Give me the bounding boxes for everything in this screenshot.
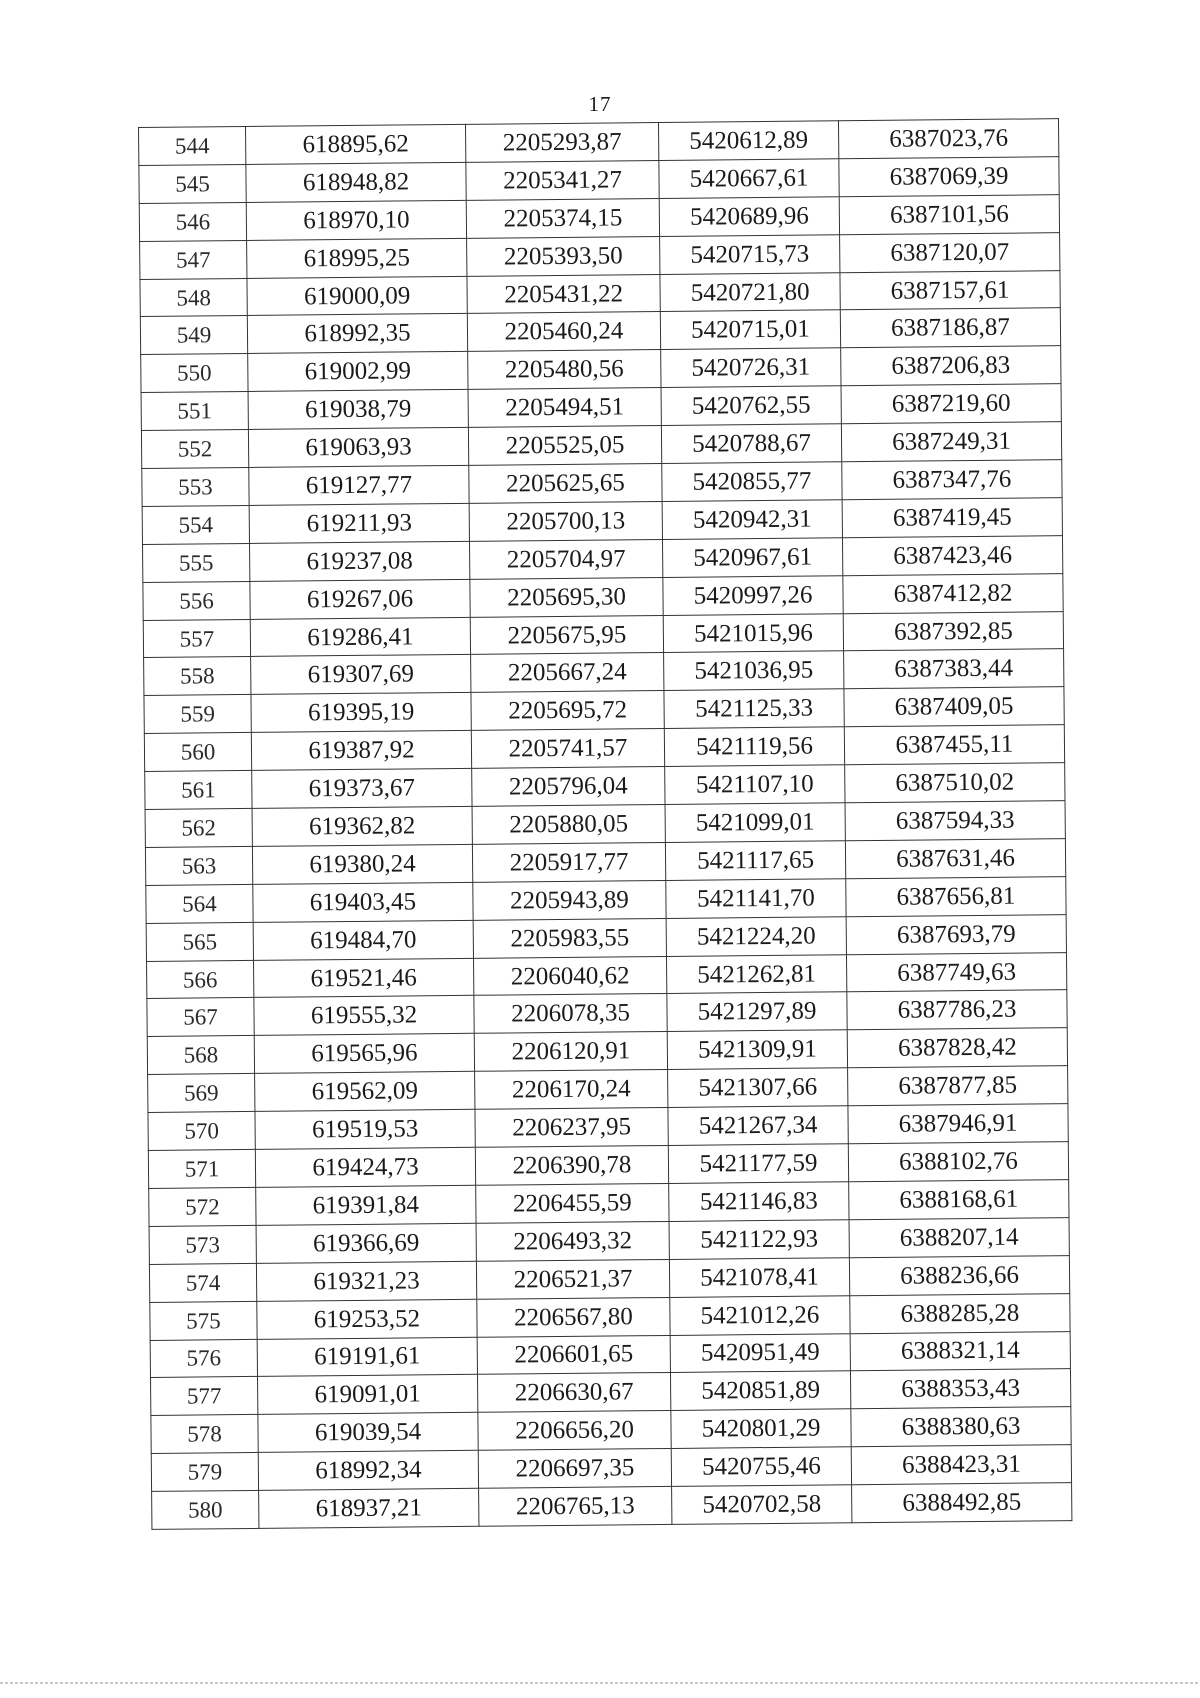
- coord-col-2-cell: 619191,61: [257, 1337, 477, 1377]
- point-number-cell: 575: [150, 1301, 257, 1340]
- point-number-cell: 572: [149, 1187, 256, 1226]
- coord-col-2-cell: 619307,69: [251, 655, 471, 695]
- coord-col-4-cell: 5421015,96: [663, 613, 843, 653]
- point-number-cell: 568: [147, 1036, 254, 1075]
- coord-col-3-cell: 2205293,87: [465, 123, 658, 163]
- coord-col-4-cell: 5420715,01: [660, 310, 840, 350]
- coord-col-5-cell: 6387392,85: [843, 611, 1063, 651]
- coord-col-2-cell: 619127,77: [249, 465, 469, 505]
- coord-col-5-cell: 6388168,61: [849, 1180, 1069, 1220]
- coord-col-5-cell: 6388380,63: [851, 1407, 1071, 1447]
- coord-col-3-cell: 2205796,04: [472, 767, 665, 807]
- coord-col-3-cell: 2206656,20: [478, 1411, 671, 1451]
- coord-col-2-cell: 619091,01: [258, 1375, 478, 1415]
- coord-col-4-cell: 5420997,26: [663, 575, 843, 615]
- point-number-cell: 570: [148, 1112, 255, 1151]
- point-number-cell: 548: [140, 278, 247, 317]
- coordinates-table: [138, 118, 1072, 1530]
- coord-col-2-cell: 619562,09: [255, 1072, 475, 1112]
- coord-col-5-cell: 6387455,11: [844, 725, 1064, 765]
- point-number-cell: 550: [141, 354, 248, 393]
- point-number-cell: 552: [141, 430, 248, 469]
- coord-col-2-cell: 619002,99: [248, 352, 468, 392]
- coord-col-5-cell: 6387693,79: [846, 914, 1066, 954]
- coord-col-3-cell: 2205704,97: [469, 539, 662, 579]
- coord-col-2-cell: 619424,73: [255, 1147, 475, 1187]
- coord-col-4-cell: 5421125,33: [664, 689, 844, 729]
- scan-edge-line: [0, 1682, 1200, 1684]
- coord-col-4-cell: 5421141,70: [666, 879, 846, 919]
- coord-col-5-cell: 6388492,85: [852, 1483, 1072, 1523]
- point-number-cell: 563: [145, 846, 252, 885]
- coord-col-3-cell: 2206455,59: [476, 1183, 669, 1223]
- coord-col-5-cell: 6387594,33: [845, 801, 1065, 841]
- coord-col-2-cell: 619387,92: [251, 731, 471, 771]
- coord-col-5-cell: 6387786,23: [847, 990, 1067, 1030]
- coord-col-5-cell: 6387409,05: [844, 687, 1064, 727]
- coord-col-5-cell: 6387656,81: [846, 876, 1066, 916]
- coord-col-5-cell: 6387347,76: [842, 460, 1062, 500]
- point-number-cell: 577: [151, 1377, 258, 1416]
- point-number-cell: 545: [139, 164, 246, 203]
- coord-col-4-cell: 5421119,56: [664, 727, 844, 767]
- coord-col-3-cell: 2206390,78: [475, 1146, 668, 1186]
- point-number-cell: 557: [143, 619, 250, 658]
- coord-col-5-cell: 6387877,85: [848, 1066, 1068, 1106]
- coord-col-2-cell: 619519,53: [255, 1109, 475, 1149]
- coord-col-3-cell: 2206697,35: [478, 1449, 671, 1489]
- coord-col-5-cell: 6387157,61: [840, 270, 1060, 310]
- coord-col-2-cell: 619391,84: [256, 1185, 476, 1225]
- coord-col-3-cell: 2205667,24: [471, 653, 664, 693]
- coord-col-5-cell: 6387631,46: [845, 839, 1065, 879]
- coord-col-4-cell: 5420721,80: [660, 272, 840, 312]
- coord-col-3-cell: 2205880,05: [472, 805, 665, 845]
- coord-col-3-cell: 2206630,67: [477, 1373, 670, 1413]
- coord-col-5-cell: 6387219,60: [841, 384, 1061, 424]
- coord-col-4-cell: 5421099,01: [665, 803, 845, 843]
- coord-col-3-cell: 2205695,72: [471, 691, 664, 731]
- coord-col-5-cell: 6387383,44: [844, 649, 1064, 689]
- coord-col-5-cell: 6387101,56: [839, 194, 1059, 234]
- point-number-cell: 555: [143, 543, 250, 582]
- coord-col-4-cell: 5421078,41: [669, 1257, 849, 1297]
- coord-col-4-cell: 5420689,96: [659, 197, 839, 237]
- coord-col-2-cell: 619038,79: [248, 390, 468, 430]
- coord-col-3-cell: 2205917,77: [472, 842, 665, 882]
- coord-col-5-cell: 6388207,14: [849, 1217, 1069, 1257]
- coord-col-4-cell: 5421122,93: [669, 1220, 849, 1260]
- coord-col-5-cell: 6388285,28: [850, 1293, 1070, 1333]
- coord-col-4-cell: 5420855,77: [662, 462, 842, 502]
- coord-col-5-cell: 6387249,31: [841, 422, 1061, 462]
- coord-col-4-cell: 5421012,26: [670, 1295, 850, 1335]
- coord-col-2-cell: 619366,69: [256, 1223, 476, 1263]
- coord-col-4-cell: 5421146,83: [669, 1182, 849, 1222]
- coord-col-5-cell: 6387186,87: [840, 308, 1060, 348]
- coord-col-3-cell: 2205983,55: [473, 918, 666, 958]
- coord-col-2-cell: 619000,09: [247, 276, 467, 316]
- coord-col-3-cell: 2205943,89: [473, 880, 666, 920]
- coord-col-5-cell: 6387206,83: [841, 346, 1061, 386]
- coord-col-2-cell: 619253,52: [257, 1299, 477, 1339]
- point-number-cell: 549: [140, 316, 247, 355]
- coord-col-4-cell: 5421117,65: [665, 841, 845, 881]
- coord-col-3-cell: 2205700,13: [469, 501, 662, 541]
- coord-col-2-cell: 618992,35: [247, 314, 467, 354]
- coord-col-5-cell: 6387946,91: [848, 1104, 1068, 1144]
- coord-col-4-cell: 5421177,59: [668, 1144, 848, 1184]
- coord-col-2-cell: 619286,41: [250, 617, 470, 657]
- coord-col-4-cell: 5421262,81: [666, 954, 846, 994]
- coord-col-5-cell: 6388102,76: [848, 1142, 1068, 1182]
- point-number-cell: 551: [141, 392, 248, 431]
- coord-col-2-cell: 618970,10: [246, 200, 466, 240]
- coord-col-5-cell: 6387828,42: [847, 1028, 1067, 1068]
- coord-col-2-cell: 619403,45: [253, 882, 473, 922]
- coord-col-4-cell: 5420788,67: [661, 424, 841, 464]
- coordinates-table-container: [138, 118, 1071, 1530]
- point-number-cell: 566: [147, 960, 254, 999]
- coord-col-5-cell: 6387510,02: [845, 763, 1065, 803]
- coord-col-3-cell: 2206237,95: [475, 1108, 668, 1148]
- coordinates-table-body: [139, 119, 1072, 1530]
- point-number-cell: 576: [150, 1339, 257, 1378]
- coord-col-4-cell: 5420951,49: [670, 1333, 850, 1373]
- coord-col-3-cell: 2205460,24: [467, 312, 660, 352]
- coord-col-2-cell: 619380,24: [252, 844, 472, 884]
- point-number-cell: 580: [152, 1490, 259, 1529]
- coord-col-4-cell: 5421224,20: [666, 916, 846, 956]
- coord-col-2-cell: 618895,62: [245, 124, 465, 164]
- coord-col-4-cell: 5420612,89: [658, 121, 838, 161]
- point-number-cell: 578: [151, 1415, 258, 1454]
- coord-col-2-cell: 618995,25: [247, 238, 467, 278]
- coord-col-4-cell: 5420851,89: [670, 1371, 850, 1411]
- coord-col-5-cell: 6387412,82: [843, 573, 1063, 613]
- point-number-cell: 544: [139, 126, 246, 165]
- coord-col-3-cell: 2205525,05: [468, 426, 661, 466]
- coord-col-3-cell: 2206078,35: [474, 994, 667, 1034]
- coord-col-3-cell: 2206493,32: [476, 1221, 669, 1261]
- coord-col-4-cell: 5420762,55: [661, 386, 841, 426]
- coord-col-2-cell: 619484,70: [253, 920, 473, 960]
- point-number-cell: 564: [146, 884, 253, 923]
- coord-col-4-cell: 5420801,29: [671, 1409, 851, 1449]
- coord-col-5-cell: 6387749,63: [846, 952, 1066, 992]
- coord-col-3-cell: 2205494,51: [468, 388, 661, 428]
- point-number-cell: 560: [144, 733, 251, 772]
- table-row: [152, 1483, 1072, 1530]
- coord-col-2-cell: 618992,34: [258, 1450, 478, 1490]
- coord-col-5-cell: 6388236,66: [849, 1255, 1069, 1295]
- coord-col-3-cell: 2206601,65: [477, 1335, 670, 1375]
- coord-col-4-cell: 5420726,31: [661, 348, 841, 388]
- point-number-cell: 573: [149, 1225, 256, 1264]
- coord-col-3-cell: 2205741,57: [471, 729, 664, 769]
- coord-col-2-cell: 619321,23: [256, 1261, 476, 1301]
- coord-col-4-cell: 5420967,61: [662, 538, 842, 578]
- coord-col-2-cell: 619039,54: [258, 1413, 478, 1453]
- coord-col-5-cell: 6387419,45: [842, 498, 1062, 538]
- coord-col-3-cell: 2206170,24: [475, 1070, 668, 1110]
- coord-col-2-cell: 618948,82: [246, 162, 466, 202]
- coord-col-4-cell: 5420755,46: [671, 1447, 851, 1487]
- coord-col-2-cell: 619362,82: [252, 806, 472, 846]
- coord-col-3-cell: 2206765,13: [479, 1487, 672, 1527]
- point-number-cell: 558: [144, 657, 251, 696]
- coord-col-2-cell: 619555,32: [254, 996, 474, 1036]
- point-number-cell: 574: [149, 1263, 256, 1302]
- coord-col-4-cell: 5421036,95: [664, 651, 844, 691]
- point-number-cell: 554: [142, 505, 249, 544]
- coord-col-4-cell: 5421309,91: [667, 1030, 847, 1070]
- point-number-cell: 559: [144, 695, 251, 734]
- page-number: 17: [588, 92, 612, 116]
- coord-col-2-cell: 619211,93: [249, 503, 469, 543]
- coord-col-3-cell: 2205675,95: [470, 615, 663, 655]
- coord-col-5-cell: 6388321,14: [850, 1331, 1070, 1371]
- coord-col-2-cell: 619521,46: [254, 958, 474, 998]
- point-number-cell: 562: [145, 808, 252, 847]
- coord-col-3-cell: 2205695,30: [470, 577, 663, 617]
- coord-col-5-cell: 6387069,39: [839, 157, 1059, 197]
- coord-col-2-cell: 619373,67: [252, 768, 472, 808]
- coord-col-4-cell: 5420715,73: [660, 234, 840, 274]
- coord-col-3-cell: 2205374,15: [466, 198, 659, 238]
- coord-col-2-cell: 619267,06: [250, 579, 470, 619]
- coord-col-5-cell: 6388353,43: [850, 1369, 1070, 1409]
- point-number-cell: 547: [140, 240, 247, 279]
- point-number-cell: 567: [147, 998, 254, 1037]
- coord-col-4-cell: 5420667,61: [659, 159, 839, 199]
- point-number-cell: 553: [142, 467, 249, 506]
- coord-col-5-cell: 6387423,46: [842, 535, 1062, 575]
- point-number-cell: 579: [151, 1453, 258, 1492]
- point-number-cell: 556: [143, 581, 250, 620]
- coord-col-3-cell: 2205341,27: [466, 160, 659, 200]
- coord-col-4-cell: 5421267,34: [668, 1106, 848, 1146]
- coord-col-4-cell: 5421107,10: [665, 765, 845, 805]
- coord-col-4-cell: 5420942,31: [662, 500, 842, 540]
- coord-col-2-cell: 619237,08: [250, 541, 470, 581]
- point-number-cell: 546: [139, 202, 246, 241]
- coord-col-3-cell: 2206040,62: [473, 956, 666, 996]
- coord-col-3-cell: 2206567,80: [477, 1297, 670, 1337]
- coord-col-5-cell: 6387120,07: [840, 232, 1060, 272]
- coord-col-4-cell: 5420702,58: [672, 1485, 852, 1525]
- coord-col-2-cell: 619063,93: [248, 427, 468, 467]
- coord-col-3-cell: 2206521,37: [476, 1259, 669, 1299]
- coord-col-2-cell: 619565,96: [254, 1034, 474, 1074]
- coord-col-5-cell: 6388423,31: [851, 1445, 1071, 1485]
- coord-col-5-cell: 6387023,76: [838, 119, 1058, 159]
- point-number-cell: 571: [148, 1149, 255, 1188]
- coord-col-3-cell: 2205431,22: [467, 274, 660, 314]
- coord-col-2-cell: 618937,21: [259, 1488, 479, 1528]
- coord-col-3-cell: 2205393,50: [467, 236, 660, 276]
- coord-col-2-cell: 619395,19: [251, 693, 471, 733]
- coord-col-3-cell: 2205625,65: [469, 464, 662, 504]
- coord-col-4-cell: 5421307,66: [668, 1068, 848, 1108]
- point-number-cell: 561: [145, 771, 252, 810]
- coord-col-4-cell: 5421297,89: [667, 992, 847, 1032]
- coord-col-3-cell: 2205480,56: [468, 350, 661, 390]
- point-number-cell: 569: [148, 1074, 255, 1113]
- coord-col-3-cell: 2206120,91: [474, 1032, 667, 1072]
- point-number-cell: 565: [146, 922, 253, 961]
